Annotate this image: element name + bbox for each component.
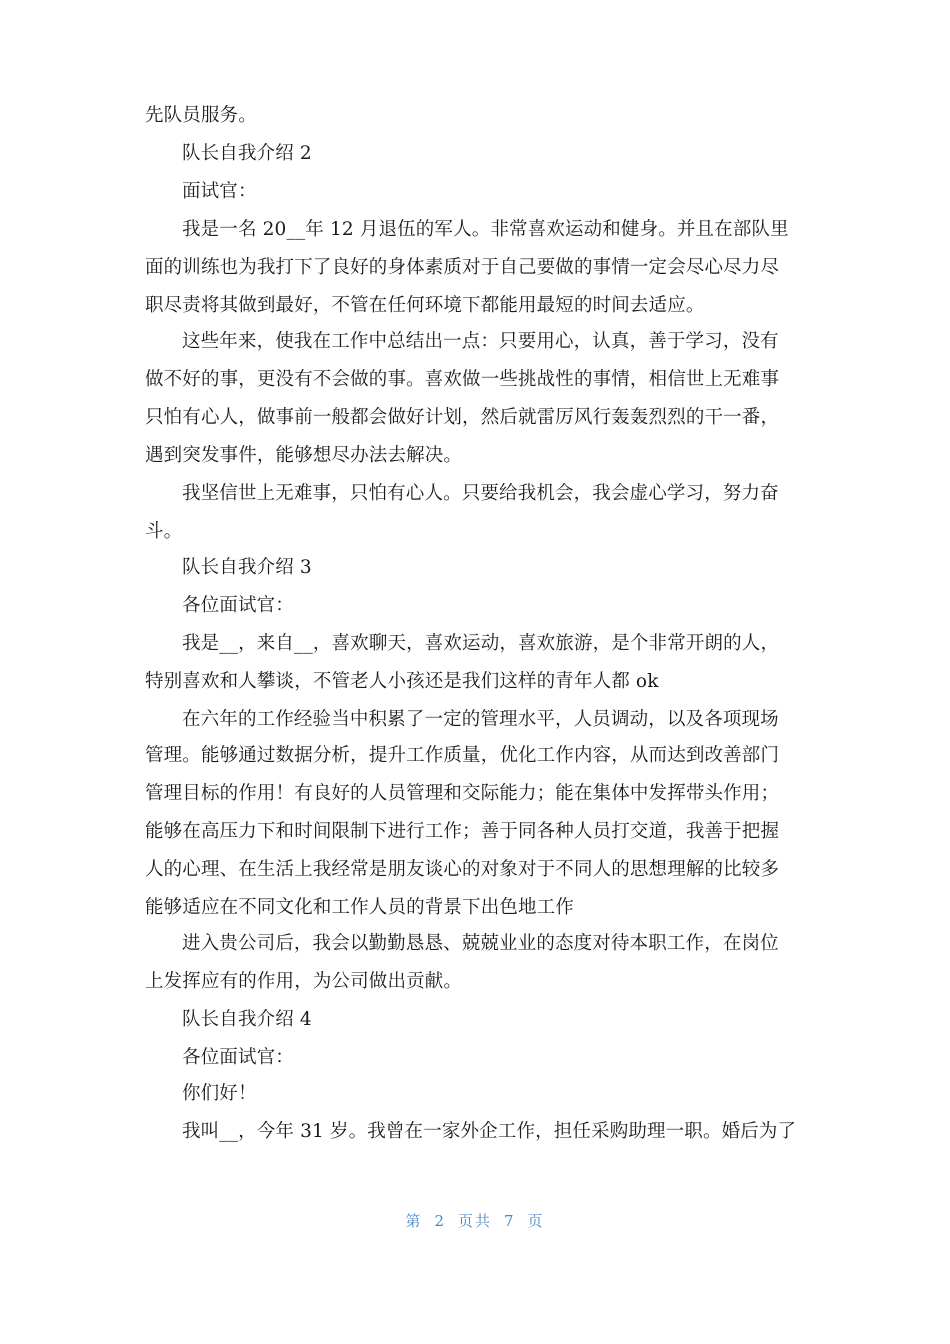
text-line: 做不好的事，更没有不会做的事。喜欢做一些挑战性的事情，相信世上无难事 [145,369,780,390]
text-line: 能够在高压力下和时间限制下进行工作；善于同各种人员打交道，我善于把握 [145,821,780,842]
greeting: 你们好！ [182,1083,257,1104]
text-line: 管理。能够通过数据分析，提升工作质量，优化工作内容，从而达到改善部门 [145,745,780,766]
text-line: 上发挥应有的作用，为公司做出贡献。 [145,971,463,992]
text-line: 职尽责将其做到最好，不管在任何环境下都能用最短的时间去适应。 [145,295,705,316]
footer-word-page-end: 页 [527,1212,545,1230]
footer-total-pages: 7 [504,1212,516,1230]
text-line: 斗。 [145,521,183,542]
text-line: 特别喜欢和人攀谈，不管老人小孩还是我们这样的青年人都 ok [145,671,659,692]
text-line: 我坚信世上无难事，只怕有心人。只要给我机会，我会虚心学习，努力奋 [182,483,779,504]
text-line: 这些年来，使我在工作中总结出一点：只要用心，认真，善于学习，没有 [182,331,779,352]
text-line: 在六年的工作经验当中积累了一定的管理水平，人员调动，以及各项现场 [182,709,779,730]
section-heading: 队长自我介绍 4 [182,1009,312,1030]
text-line: 我叫__，今年 31 岁。我曾在一家外企工作，担任采购助理一职。婚后为了 [182,1121,797,1142]
footer-word-page: 第 [405,1212,423,1230]
text-line: 进入贵公司后，我会以勤勤恳恳、兢兢业业的态度对待本职工作，在岗位 [182,933,779,954]
text-line: 面的训练也为我打下了良好的身体素质对于自己要做的事情一定会尽心尽力尽 [145,257,780,278]
section-heading: 队长自我介绍 2 [182,143,312,164]
page-footer [0,1210,950,1231]
salutation: 面试官： [182,181,257,202]
text-line: 我是一名 20__年 12 月退伍的军人。非常喜欢运动和健身。并且在部队里 [182,219,789,240]
salutation: 各位面试官： [182,595,294,616]
text-line: 遇到突发事件，能够想尽办法去解决。 [145,445,463,466]
text-line: 管理目标的作用！有良好的人员管理和交际能力；能在集体中发挥带头作用； [145,783,780,804]
footer-current-page: 2 [434,1212,446,1230]
footer-word-of: 页共 [457,1212,492,1230]
text-line: 只怕有心人，做事前一般都会做好计划，然后就雷厉风行轰轰烈烈的干一番， [145,407,780,428]
salutation: 各位面试官： [182,1047,294,1068]
text-line: 先队员服务。 [145,105,257,126]
section-heading: 队长自我介绍 3 [182,557,312,578]
text-line: 人的心理、在生活上我经常是朋友谈心的对象对于不同人的思想理解的比较多 [145,859,780,880]
text-line: 我是__，来自__，喜欢聊天，喜欢运动，喜欢旅游，是个非常开朗的人， [182,633,780,654]
text-line: 能够适应在不同文化和工作人员的背景下出色地工作 [145,897,574,918]
